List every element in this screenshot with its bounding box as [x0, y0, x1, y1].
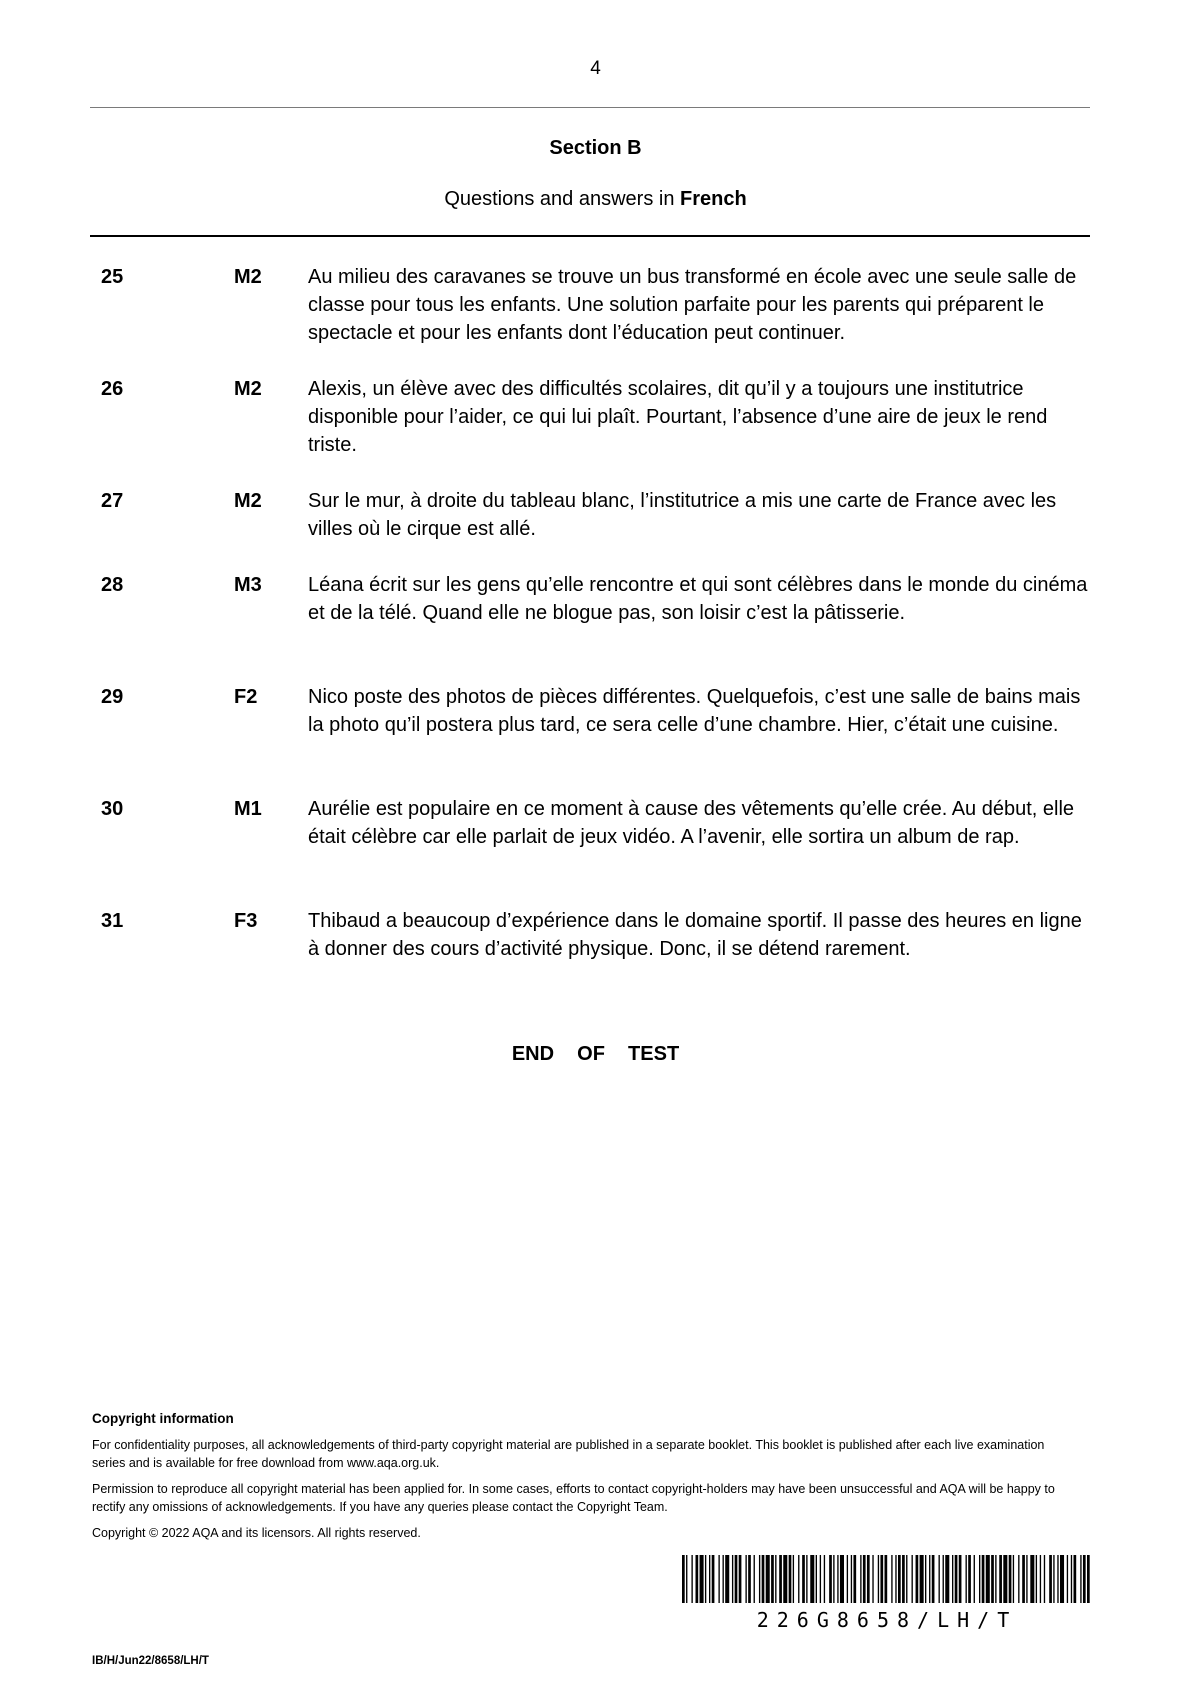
barcode-bar	[748, 1555, 751, 1603]
barcode-bar	[945, 1555, 949, 1603]
barcode-bar	[759, 1555, 760, 1603]
barcode-bar	[766, 1555, 770, 1603]
barcode-bar	[762, 1555, 765, 1603]
barcode-bar	[932, 1555, 935, 1603]
barcode-bar	[709, 1555, 710, 1603]
question-number: 28	[101, 574, 124, 596]
barcode-bar	[906, 1555, 907, 1603]
copyright-paragraph: For confidentiality purposes, all acknowledgements of third-party copyright material are published in a separate booklet. This booklet is published after each live examination series and is available for free download from www.aqa.org.uk.	[92, 1438, 1045, 1470]
barcode-bar	[725, 1555, 729, 1603]
barcode-bar	[682, 1555, 685, 1603]
barcode-bar	[691, 1555, 692, 1603]
barcode-bar	[995, 1555, 996, 1603]
barcode-bar	[847, 1555, 848, 1603]
footer-code: IB/H/Jun22/8658/LH/T	[92, 1655, 209, 1667]
question-25	[0, 263, 1191, 375]
question-list	[0, 263, 1191, 991]
section-subtitle	[0, 188, 1191, 211]
barcode-bar	[880, 1555, 883, 1603]
barcode-bar	[696, 1555, 699, 1603]
copyright-notice: Copyright © 2022 AQA and its licensors. All rights reserved.	[92, 1526, 421, 1540]
barcode-bar	[686, 1555, 687, 1603]
barcode-bar	[783, 1555, 787, 1603]
question-number: 26	[101, 378, 124, 400]
barcode-bar	[820, 1555, 821, 1603]
barcode-bar	[705, 1555, 706, 1603]
question-number: 29	[101, 686, 124, 708]
question-code: M3	[234, 574, 262, 596]
barcode-bar	[1060, 1555, 1064, 1603]
section-title: Section B	[549, 137, 642, 159]
barcode-bar	[1026, 1555, 1027, 1603]
barcode-bar	[966, 1555, 967, 1603]
barcode-bar	[1071, 1555, 1072, 1603]
end-of-test: END OF TEST	[511, 1043, 680, 1065]
barcode-bar	[912, 1555, 913, 1603]
question-text: Au milieu des caravanes se trouve un bus transformé en école avec une seule salle de classe pour tous les enfants. Une solution parfaite pour les parents qui préparent le spectacle et pour les enfants dont l’éducation peut continuer.	[308, 266, 1077, 344]
barcode-bar	[891, 1555, 892, 1603]
copyright-heading: Copyright information	[92, 1411, 234, 1426]
question-31	[0, 907, 1191, 991]
question-number: 27	[101, 490, 124, 512]
barcode-bar	[735, 1555, 738, 1603]
barcode-bar	[837, 1555, 838, 1603]
question-number: 31	[101, 910, 124, 932]
barcode-bar	[916, 1555, 919, 1603]
question-number: 30	[101, 798, 124, 820]
barcode-bar	[853, 1555, 856, 1603]
barcode-bar	[860, 1555, 861, 1603]
barcode	[682, 1555, 1092, 1603]
barcode-bar	[872, 1555, 873, 1603]
barcode-bar	[851, 1555, 852, 1603]
barcode-bar	[986, 1555, 990, 1603]
barcode-bar	[974, 1555, 975, 1603]
barcode-bar	[968, 1555, 971, 1603]
barcode-bar	[1013, 1555, 1014, 1603]
barcode-bar	[829, 1555, 832, 1603]
barcode-bar	[959, 1555, 962, 1603]
question-number: 25	[101, 266, 124, 288]
section-subtitle-prefix: Questions and answers in	[444, 188, 680, 210]
barcode-bar	[771, 1555, 774, 1603]
barcode-text: 226G8658/LH/T	[756, 1608, 1018, 1632]
question-30	[0, 795, 1191, 907]
barcode-bar	[1044, 1555, 1045, 1603]
barcode-bar	[798, 1555, 799, 1603]
barcode-bar	[723, 1555, 724, 1603]
question-code: M2	[234, 378, 262, 400]
barcode-bar	[824, 1555, 825, 1603]
question-code: F2	[234, 686, 258, 708]
barcode-bar	[982, 1555, 985, 1603]
barcode-bar	[802, 1555, 805, 1603]
barcode-bar	[1049, 1555, 1052, 1603]
barcode-bar	[952, 1555, 953, 1603]
barcode-bar	[1030, 1555, 1034, 1603]
barcode-bar	[1074, 1555, 1077, 1603]
barcode-bar	[1083, 1555, 1086, 1603]
barcode-bar	[1057, 1555, 1058, 1603]
barcode-bar	[1067, 1555, 1068, 1603]
question-code: F3	[234, 910, 258, 932]
copyright-paragraph: Permission to reproduce all copyright material has been applied for. In some cases, efforts to contact copyright-holders may have been unsuccessful and AQA will be happy to rectify any omissions of acknowledgements. If you have any queries please contact the Copyright Team.	[92, 1482, 1055, 1514]
barcode-bar	[775, 1555, 776, 1603]
barcode-bar	[810, 1555, 814, 1603]
barcode-bar	[943, 1555, 944, 1603]
barcode-bar	[991, 1555, 994, 1603]
barcode-bar	[895, 1555, 896, 1603]
header-divider	[90, 107, 1090, 108]
barcode-bar	[898, 1555, 901, 1603]
barcode-bar	[712, 1555, 715, 1603]
barcode-bar	[732, 1555, 733, 1603]
barcode-bar	[1087, 1555, 1090, 1603]
question-code: M2	[234, 490, 262, 512]
barcode-bar	[840, 1555, 844, 1603]
page-number: 4	[590, 58, 601, 79]
barcode-bar	[1036, 1555, 1037, 1603]
barcode-bar	[878, 1555, 879, 1603]
barcode-bar	[1053, 1555, 1054, 1603]
barcode-bar	[867, 1555, 870, 1603]
barcode-bar	[979, 1555, 980, 1603]
question-text: Léana écrit sur les gens qu’elle rencontre et qui sont célèbres dans le monde du cinéma et de la télé. Quand elle ne blogue pas, son loisir c’est la pâtisserie.	[308, 574, 1088, 624]
question-code: M1	[234, 798, 262, 820]
barcode-bar	[789, 1555, 792, 1603]
question-text: Alexis, un élève avec des difficultés scolaires, dit qu’il y a toujours une institutrice disponible pour l’aider, ce qui lui plaît. Pourtant, l’absence d’une aire de jeux le rend triste.	[308, 378, 1048, 456]
copyright-block	[92, 1410, 1072, 1550]
barcode-bar	[999, 1555, 1002, 1603]
barcode-bar	[902, 1555, 905, 1603]
barcode-bar	[754, 1555, 755, 1603]
barcode-bar	[779, 1555, 782, 1603]
barcode-bar	[806, 1555, 807, 1603]
question-27	[0, 487, 1191, 571]
barcode-bar	[793, 1555, 794, 1603]
barcode-bar	[885, 1555, 888, 1603]
barcode-bar	[925, 1555, 926, 1603]
question-text: Thibaud a beaucoup d’expérience dans le domaine sportif. Il passe des heures en ligne à donner des cours d’activité physique. Donc, il se détend rarement.	[308, 910, 1082, 960]
question-28	[0, 571, 1191, 683]
question-26	[0, 375, 1191, 487]
barcode-bar	[939, 1555, 940, 1603]
question-code: M2	[234, 266, 262, 288]
barcode-bar	[1040, 1555, 1041, 1603]
barcode-bar	[1080, 1555, 1081, 1603]
barcode-bar	[929, 1555, 930, 1603]
barcode-bar	[739, 1555, 742, 1603]
barcode-bar	[718, 1555, 719, 1603]
barcode-bar	[700, 1555, 704, 1603]
question-29	[0, 683, 1191, 795]
question-text: Sur le mur, à droite du tableau blanc, l’institutrice a mis une carte de France avec les villes où le cirque est allé.	[308, 490, 1057, 540]
section-divider	[90, 235, 1090, 237]
barcode-bar	[920, 1555, 924, 1603]
question-text: Nico poste des photos de pièces différentes. Quelquefois, c’est une salle de bains mais la photo qu’il postera plus tard, ce sera celle d’une chambre. Hier, c’était une cuisine.	[308, 686, 1081, 736]
question-text: Aurélie est populaire en ce moment à cause des vêtements qu’elle crée. Au début, elle était célèbre car elle parlait de jeux vidéo. A l’avenir, elle sortira un album de rap.	[308, 798, 1075, 848]
section-subtitle-language: French	[680, 188, 747, 210]
barcode-bar	[833, 1555, 834, 1603]
barcode-bar	[955, 1555, 958, 1603]
barcode-bar	[816, 1555, 817, 1603]
barcode-bar	[745, 1555, 746, 1603]
barcode-bar	[1022, 1555, 1025, 1603]
barcode-bar	[1018, 1555, 1019, 1603]
barcode-bar	[863, 1555, 866, 1603]
barcode-bar	[1009, 1555, 1012, 1603]
barcode-bar	[1003, 1555, 1007, 1603]
